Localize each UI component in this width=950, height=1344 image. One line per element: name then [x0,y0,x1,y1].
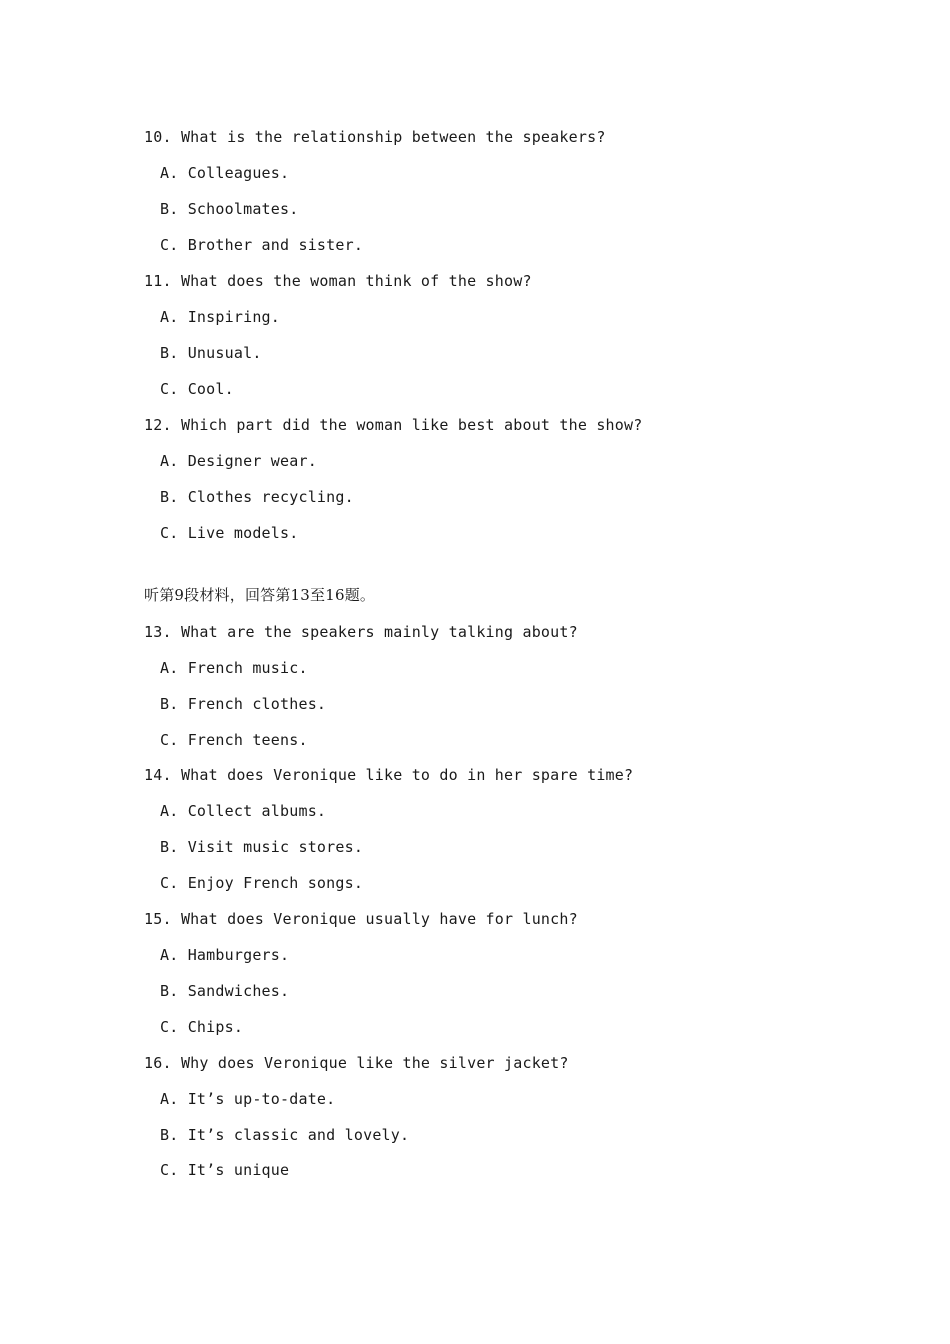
question-text: Which part did the woman like best about the show? [180,416,643,434]
option-11-b [160,343,262,363]
question-number: 15. [144,910,172,928]
option-letter: A. [160,946,179,964]
option-text: Sandwiches. [187,982,290,1000]
option-text: It’s classic and lovely. [187,1126,410,1144]
question-text: What are the speakers mainly talking about? [180,623,578,641]
question-12 [144,415,642,435]
option-text: Designer wear. [187,452,317,470]
option-text: It’s unique [187,1161,290,1179]
option-letter: A. [160,452,179,470]
option-11-c [160,379,234,399]
option-letter: C. [160,874,179,892]
option-16-b [160,1125,409,1145]
option-letter: B. [160,344,179,362]
option-letter: C. [160,380,179,398]
question-14 [144,765,633,785]
question-11 [144,271,532,291]
question-number: 11. [144,272,172,290]
option-11-a [160,307,280,327]
question-16 [144,1053,569,1073]
option-16-c [160,1160,289,1180]
question-text: What is the relationship between the speakers? [180,128,606,146]
option-text: Unusual. [187,344,262,362]
option-text: Hamburgers. [187,946,290,964]
option-text: French clothes. [187,695,327,713]
question-number: 14. [144,766,172,784]
option-13-b [160,694,326,714]
option-text: It’s up-to-date. [187,1090,336,1108]
option-letter: B. [160,1126,179,1144]
option-12-b [160,487,354,507]
option-letter: C. [160,1018,179,1036]
option-text: Chips. [187,1018,244,1036]
option-letter: A. [160,164,179,182]
option-letter: C. [160,731,179,749]
option-text: Inspiring. [187,308,281,326]
option-letter: A. [160,308,179,326]
question-text: What does the woman think of the show? [180,272,532,290]
option-15-c [160,1017,243,1037]
option-letter: A. [160,659,179,677]
question-number: 12. [144,416,172,434]
question-10 [144,127,606,147]
question-number: 13. [144,623,172,641]
option-letter: B. [160,838,179,856]
option-text: Brother and sister. [187,236,364,254]
option-text: Schoolmates. [187,200,299,218]
option-text: Collect albums. [187,802,327,820]
option-12-c [160,523,298,543]
question-15 [144,909,578,929]
option-letter: A. [160,802,179,820]
option-15-a [160,945,289,965]
option-letter: C. [160,524,179,542]
option-text: French music. [187,659,308,677]
option-letter: C. [160,1161,179,1179]
option-13-c [160,730,308,750]
option-text: Colleagues. [187,164,290,182]
option-12-a [160,451,317,471]
option-15-b [160,981,289,1001]
option-text: Clothes recycling. [187,488,354,506]
option-text: Visit music stores. [187,838,364,856]
option-13-a [160,658,308,678]
question-number: 10. [144,128,172,146]
option-text: Enjoy French songs. [187,874,364,892]
option-letter: B. [160,200,179,218]
option-letter: A. [160,1090,179,1108]
option-text: French teens. [187,731,308,749]
option-14-c [160,873,363,893]
option-letter: B. [160,488,179,506]
question-text: What does Veronique usually have for lunch? [180,910,578,928]
option-10-b [160,199,298,219]
option-text: Cool. [187,380,234,398]
option-14-a [160,801,326,821]
option-16-a [160,1089,335,1109]
option-14-b [160,837,363,857]
option-letter: B. [160,695,179,713]
option-letter: B. [160,982,179,1000]
question-number: 16. [144,1054,172,1072]
option-10-a [160,163,289,183]
option-text: Live models. [187,524,299,542]
question-text: What does Veronique like to do in her spare time? [180,766,634,784]
question-13 [144,622,578,642]
section-heading: 听第9段材料，回答第13至16题。 [144,586,376,604]
option-letter: C. [160,236,179,254]
option-10-c [160,235,363,255]
question-text: Why does Veronique like the silver jacket? [180,1054,569,1072]
